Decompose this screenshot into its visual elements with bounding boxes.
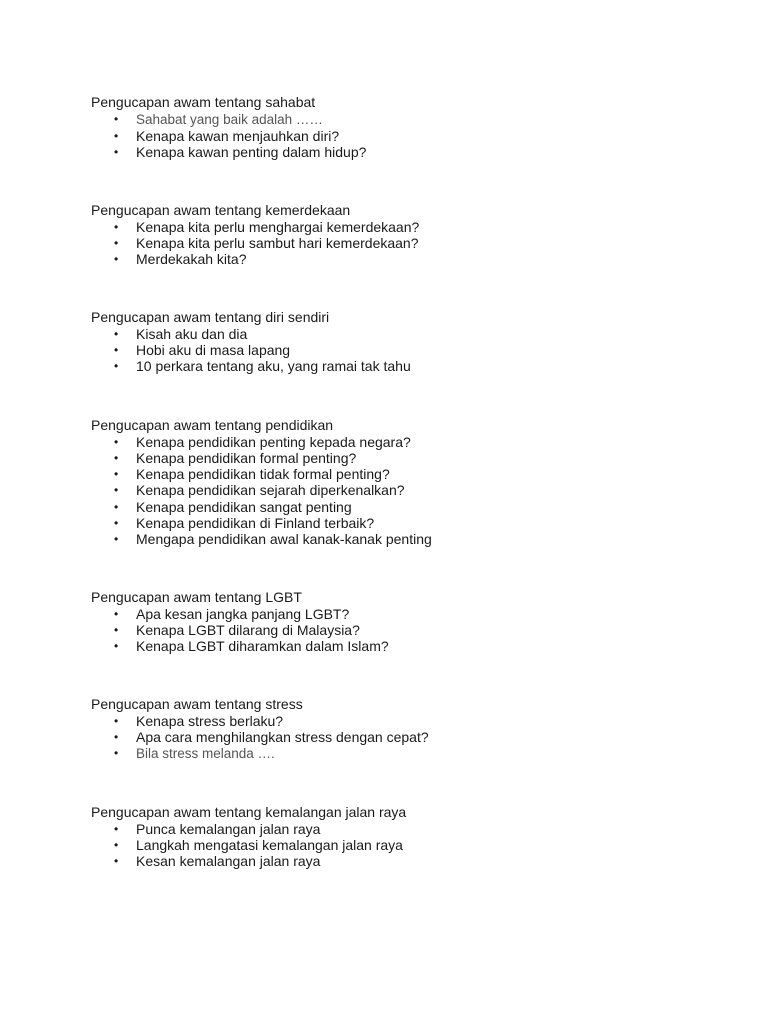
bullet-icon: • xyxy=(114,342,119,357)
bullet-icon: • xyxy=(114,515,119,530)
list-item: • Kenapa kita perlu menghargai kemerdekaan? xyxy=(114,218,420,235)
section-heading: Pengucapan awam tentang pendidikan xyxy=(91,417,334,433)
list-item: • 10 perkara tentang aku, yang ramai tak tahu xyxy=(114,358,411,375)
bullet-list xyxy=(91,326,691,375)
bullet-icon: • xyxy=(114,821,119,836)
bullet-icon: • xyxy=(114,326,119,341)
section-heading: Pengucapan awam tentang kemerdekaan xyxy=(91,202,351,218)
section-heading: Pengucapan awam tentang sahabat xyxy=(91,94,316,110)
bullet-icon: • xyxy=(114,483,119,498)
section-pendidikan xyxy=(91,417,691,548)
bullet-icon: • xyxy=(114,128,119,143)
list-item: • Sahabat yang baik adalah …… xyxy=(114,111,323,127)
bullet-list xyxy=(91,713,691,763)
list-item: • Kesan kemalangan jalan raya xyxy=(114,853,321,870)
list-item: • Bila stress melanda …. xyxy=(114,746,275,762)
bullet-icon: • xyxy=(114,145,119,160)
list-item: • Kenapa kawan menjauhkan diri? xyxy=(114,127,340,144)
bullet-icon: • xyxy=(114,434,119,449)
list-item: • Punca kemalangan jalan raya xyxy=(114,820,321,837)
section-diri-sendiri xyxy=(91,309,691,374)
bullet-list xyxy=(91,219,691,268)
bullet-list xyxy=(91,821,691,870)
list-item: • Kisah aku dan dia xyxy=(114,325,248,342)
list-item: • Hobi aku di masa lapang xyxy=(114,341,291,358)
section-heading: Pengucapan awam tentang stress xyxy=(91,696,303,712)
bullet-icon: • xyxy=(114,450,119,465)
bullet-icon: • xyxy=(114,532,119,547)
bullet-icon: • xyxy=(114,499,119,514)
list-item: • Kenapa pendidikan tidak formal penting? xyxy=(114,466,390,483)
bullet-icon: • xyxy=(114,854,119,869)
section-kemalangan xyxy=(91,804,691,869)
list-item: • Kenapa LGBT diharamkan dalam Islam? xyxy=(114,638,389,655)
bullet-icon: • xyxy=(114,622,119,637)
list-item: • Kenapa kita perlu sambut hari kemerdekaan? xyxy=(114,234,419,251)
list-item: • Apa kesan jangka panjang LGBT? xyxy=(114,605,350,622)
bullet-icon: • xyxy=(114,639,119,654)
bullet-icon: • xyxy=(114,111,119,126)
bullet-list xyxy=(91,434,691,548)
section-kemerdekaan xyxy=(91,202,691,267)
list-item: • Kenapa kawan penting dalam hidup? xyxy=(114,144,367,161)
section-heading: Pengucapan awam tentang diri sendiri xyxy=(91,309,330,325)
list-item: • Kenapa pendidikan sejarah diperkenalkan? xyxy=(114,482,405,499)
bullet-icon: • xyxy=(114,252,119,267)
list-item: • Kenapa stress berlaku? xyxy=(114,712,284,729)
section-heading: Pengucapan awam tentang LGBT xyxy=(91,589,302,605)
list-item: • Kenapa pendidikan penting kepada negara? xyxy=(114,433,411,450)
bullet-icon: • xyxy=(114,746,119,761)
bullet-list xyxy=(91,111,691,161)
list-item: • Merdekakah kita? xyxy=(114,251,247,268)
list-item: • Apa cara menghilangkan stress dengan cepat? xyxy=(114,728,429,745)
bullet-icon: • xyxy=(114,606,119,621)
bullet-icon: • xyxy=(114,219,119,234)
bullet-icon: • xyxy=(114,713,119,728)
bullet-list xyxy=(91,606,691,655)
bullet-icon: • xyxy=(114,359,119,374)
list-item: • Mengapa pendidikan awal kanak-kanak penting xyxy=(114,531,432,548)
section-sahabat xyxy=(91,94,691,160)
bullet-icon: • xyxy=(114,837,119,852)
list-item: • Kenapa pendidikan sangat penting xyxy=(114,498,352,515)
bullet-icon: • xyxy=(114,467,119,482)
list-item: • Kenapa LGBT dilarang di Malaysia? xyxy=(114,621,360,638)
section-lgbt xyxy=(91,589,691,654)
section-stress xyxy=(91,696,691,762)
list-item: • Kenapa pendidikan formal penting? xyxy=(114,449,357,466)
bullet-icon: • xyxy=(114,235,119,250)
bullet-icon: • xyxy=(114,729,119,744)
section-heading: Pengucapan awam tentang kemalangan jalan raya xyxy=(91,804,407,820)
list-item: • Langkah mengatasi kemalangan jalan raya xyxy=(114,836,403,853)
list-item: • Kenapa pendidikan di Finland terbaik? xyxy=(114,514,375,531)
